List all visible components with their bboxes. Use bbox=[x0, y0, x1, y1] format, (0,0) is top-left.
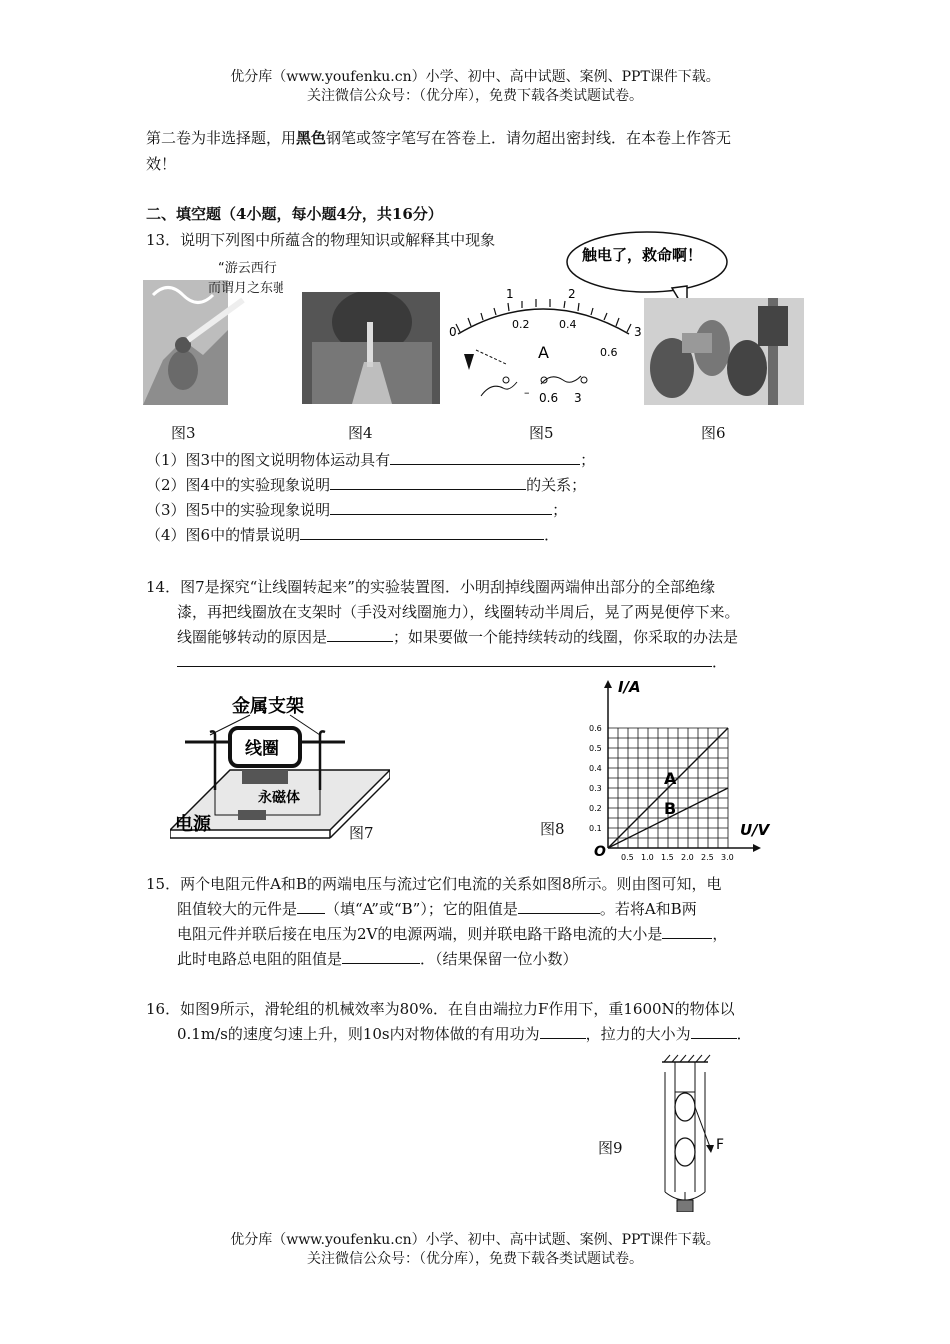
q13-sub2-text: （2）图4中的实验现象说明 bbox=[146, 476, 331, 494]
fig5-label-2: 0.2 bbox=[512, 318, 530, 331]
q13-sub1-text: （1）图3中的图文说明物体运动具有 bbox=[146, 451, 391, 469]
q14-line3 bbox=[177, 624, 827, 650]
q16-line2 bbox=[177, 1021, 827, 1047]
q15-line2-end: 。若将A和B两 bbox=[599, 900, 697, 918]
q16-line2-mid: ，拉力的大小为 bbox=[585, 1025, 691, 1043]
fig5-label-5: 3 bbox=[634, 325, 641, 339]
q13-sub3-text: （3）图5中的实验现象说明 bbox=[146, 501, 331, 519]
page-header-line2: 关注微信公众号：（优分库），免费下载各类试题试卷。 bbox=[307, 88, 643, 104]
intro-paragraph bbox=[146, 125, 816, 177]
fig4-caption: 图4 bbox=[348, 424, 373, 442]
figure-8-chart bbox=[588, 680, 788, 860]
x-tick-label: 2.0 bbox=[681, 853, 694, 860]
q13-sub4-text: （4）图6中的情景说明 bbox=[146, 526, 301, 544]
fig9-caption: 图9 bbox=[598, 1139, 623, 1157]
y-tick-label: 0.2 bbox=[589, 804, 602, 813]
page-footer-line1: 优分库（www.youfenku.cn）小学、初中、高中试题、案例、PPT课件下载。 bbox=[230, 1232, 720, 1248]
fig5-label-0: 0 bbox=[449, 325, 457, 339]
y-tick-label: 0.4 bbox=[589, 764, 602, 773]
x-tick-label: 0.5 bbox=[621, 853, 634, 860]
q15-line4-text: 此时电路总电阻的阻值是 bbox=[177, 950, 343, 968]
q14-line3-rest: ；如果要做一个能持续转动的线圈，你采取的办法是 bbox=[393, 628, 739, 646]
fig8-caption: 图8 bbox=[540, 820, 565, 838]
q13-sub2 bbox=[146, 472, 586, 498]
fig5-label-3: 0.4 bbox=[559, 318, 577, 331]
figure-6 bbox=[562, 228, 807, 406]
fig3-text2: 而谓月之东驰 bbox=[208, 281, 283, 296]
q14-line4 bbox=[177, 649, 827, 675]
q13-sub2-blank[interactable] bbox=[330, 473, 526, 490]
fig9-force-label: F bbox=[716, 1137, 725, 1153]
q16-line2-text: 0.1m/s的速度匀速上升，则10s内对物体做的有用功为 bbox=[177, 1025, 540, 1043]
q14-blank1[interactable] bbox=[327, 625, 393, 642]
fig3-text1: “游云西行 bbox=[218, 261, 277, 276]
svg-text:–: – bbox=[524, 386, 530, 399]
q15-blank1[interactable] bbox=[297, 897, 325, 914]
q13-sub3-end: ； bbox=[552, 501, 568, 519]
fig3-caption: 图3 bbox=[171, 424, 196, 442]
x-tick-label: 1.0 bbox=[641, 853, 654, 860]
fig5-label-1: 1 bbox=[506, 287, 514, 301]
q15-line3-end: ， bbox=[712, 925, 728, 943]
q13-sub1 bbox=[146, 447, 595, 473]
fig7-caption: 图7 bbox=[349, 824, 374, 842]
q14-line1: 14．图7是探究“让线圈转起来”的实验装置图．小明刮掉线圈两端伸出部分的全部绝缘 bbox=[146, 578, 715, 596]
series-label-A: A bbox=[664, 769, 677, 788]
origin-label: O bbox=[594, 844, 606, 860]
q13-sub4 bbox=[146, 522, 559, 548]
q13-sub1-blank[interactable] bbox=[390, 448, 580, 465]
fig6-bubble-text: 触电了，救命啊！ bbox=[582, 246, 703, 264]
q13-sub4-blank[interactable] bbox=[300, 523, 544, 540]
fig5-caption: 图5 bbox=[529, 424, 554, 442]
y-tick-label: 0.5 bbox=[589, 744, 602, 753]
y-tick-label: 0.6 bbox=[589, 724, 602, 733]
q15-blank4[interactable] bbox=[342, 947, 420, 964]
q14-blank2[interactable] bbox=[177, 650, 712, 667]
q15-line2-mid: （填“A”或“B”）；它的阻值是 bbox=[325, 900, 518, 918]
fig5-label-7: 0.6 bbox=[539, 391, 559, 405]
y-axis-label: I/A bbox=[618, 680, 641, 696]
q13-sub3 bbox=[146, 497, 567, 523]
q16-line1: 16．如图9所示，滑轮组的机械效率为80%．在自由端拉力F作用下，重1600N的物体以 bbox=[146, 1000, 735, 1018]
q15-blank3[interactable] bbox=[662, 922, 712, 939]
intro-text3: 效！ bbox=[146, 155, 177, 173]
q15-line3-text: 电阻元件并联后接在电压为2V的电源两端，则并联电路干路电流的大小是 bbox=[177, 925, 663, 943]
y-tick-label: 0.1 bbox=[589, 824, 602, 833]
y-tick-label: 0.3 bbox=[589, 784, 602, 793]
section-title: 二、填空题（4小题，每小题4分，共16分） bbox=[146, 205, 443, 223]
page-header-line1: 优分库（www.youfenku.cn）小学、初中、高中试题、案例、PPT课件下载。 bbox=[230, 69, 720, 85]
q13-sub1-end: ； bbox=[580, 451, 596, 469]
q15-line3 bbox=[177, 921, 827, 947]
fig7-label-magnet: 永磁体 bbox=[258, 790, 300, 806]
q15-line1: 15．两个电阻元件A和B的两端电压与流过它们电流的关系如图8所示。则由图可知，电 bbox=[146, 875, 722, 893]
fig7-label-coil: 线圈 bbox=[245, 739, 279, 759]
q15-line4 bbox=[177, 946, 827, 972]
x-axis-label: U/V bbox=[740, 821, 770, 839]
page-footer-line2: 关注微信公众号：（优分库），免费下载各类试题试卷。 bbox=[307, 1251, 643, 1267]
q14-line3-text: 线圈能够转动的原因是 bbox=[177, 628, 328, 646]
figure-4 bbox=[302, 292, 440, 404]
q14-line2: 漆，再把线圈放在支架时（手没对线圈施力），线圈转动半周后，晃了两晃便停下来。 bbox=[177, 603, 740, 621]
intro-emphasis: 黑色 bbox=[296, 129, 327, 147]
fig7-label-power: 电源 bbox=[175, 814, 211, 835]
x-tick-label: 3.0 bbox=[721, 853, 734, 860]
x-tick-label: 2.5 bbox=[701, 853, 714, 860]
q15-blank2[interactable] bbox=[518, 897, 600, 914]
series-label-B: B bbox=[664, 799, 677, 818]
q14-line4-end: ． bbox=[712, 653, 728, 671]
fig5-label-A: A bbox=[538, 343, 549, 362]
q16-line2-end: ． bbox=[736, 1025, 752, 1043]
q13-sub3-blank[interactable] bbox=[330, 498, 552, 515]
fig6-caption: 图6 bbox=[701, 424, 726, 442]
intro-text1: 第二卷为非选择题，用 bbox=[146, 129, 297, 147]
figure-3 bbox=[143, 260, 283, 406]
q15-line2-text: 阻值较大的元件是 bbox=[177, 900, 298, 918]
fig5-label-6: 0.6 bbox=[600, 346, 618, 359]
q16-blank2[interactable] bbox=[691, 1022, 737, 1039]
fig5-label-4: 2 bbox=[568, 287, 576, 301]
fig5-label-8: 3 bbox=[574, 391, 582, 405]
q13-sub4-end: ． bbox=[544, 526, 560, 544]
x-tick-label: 1.5 bbox=[661, 853, 674, 860]
q13-sub2-end: 的关系； bbox=[526, 476, 587, 494]
intro-text2: 钢笔或签字笔写在答卷上．请勿超出密封线．在本卷上作答无 bbox=[326, 129, 732, 147]
q16-blank1[interactable] bbox=[540, 1022, 586, 1039]
q15-line4-end: ．（结果保留一位小数） bbox=[420, 950, 578, 968]
fig7-label-bracket: 金属支架 bbox=[232, 696, 304, 717]
q15-line2 bbox=[177, 896, 827, 922]
figure-9 bbox=[650, 1052, 740, 1212]
q13-stem: 13．说明下列图中所蕴含的物理知识或解释其中现象 bbox=[146, 231, 496, 249]
